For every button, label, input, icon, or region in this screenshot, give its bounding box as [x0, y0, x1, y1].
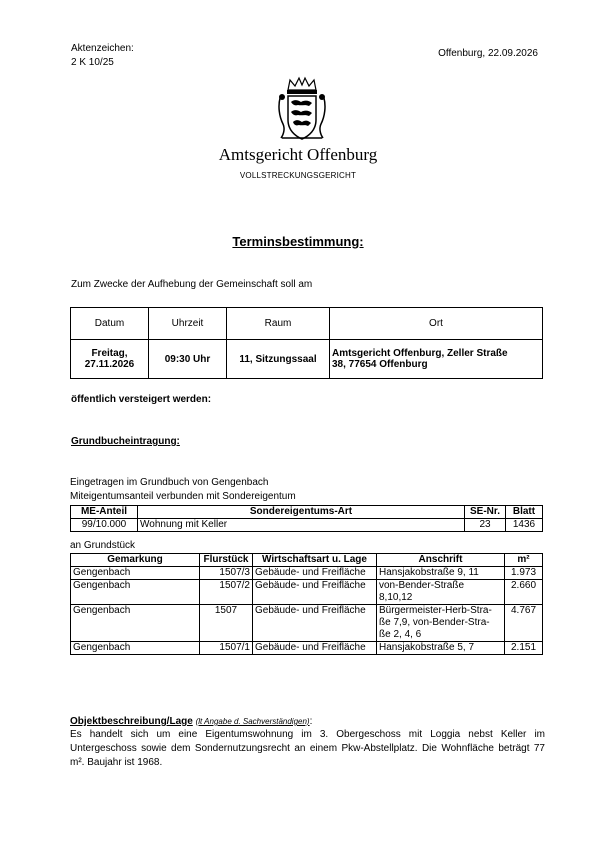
- table-row: [71, 519, 543, 532]
- area-cell: 2.151: [505, 642, 543, 655]
- anschrift-line: Bürgermeister-Herb-Stra-: [379, 605, 492, 616]
- flurstueck-cell: 1507/3: [200, 567, 253, 580]
- me-anteil-value: 99/10.000: [71, 519, 138, 532]
- parcel-table: [70, 553, 543, 655]
- flurstueck-cell: 1507/2: [200, 580, 253, 605]
- object-heading-colon: :: [309, 716, 313, 727]
- anschrift-cell: Hansjakobstraße 5, 7: [377, 642, 505, 655]
- co-ownership-header-row: [71, 506, 543, 519]
- location-line-2: 38, 77654 Offenburg: [332, 359, 428, 370]
- intro-text: Zum Zwecke der Aufhebung der Gemeinschaft soll am: [71, 279, 313, 290]
- gemarkung-cell: Gengenbach: [71, 605, 200, 642]
- header-anschrift: Anschrift: [377, 554, 505, 567]
- coat-of-arms-icon: [276, 76, 328, 142]
- wirtschaftsart-cell: Gebäude- und Freifläche: [253, 580, 377, 605]
- object-heading-label: Objektbeschreibung/Lage: [70, 716, 193, 727]
- table-row: [71, 642, 543, 655]
- land-register-line-2: Miteigentumsanteil verbunden mit Sondereigentum: [70, 491, 296, 502]
- anschrift-line: 8,10,12: [379, 592, 413, 603]
- court-department: VOLLSTRECKUNGSGERICHT: [239, 171, 357, 180]
- header-blatt: Blatt: [506, 506, 543, 519]
- flurstueck-cell: 1507/1: [200, 642, 253, 655]
- blatt-value: 1436: [506, 519, 543, 532]
- header-m2: m²: [505, 554, 543, 567]
- sondereigentums-art-value: Wohnung mit Keller: [138, 519, 465, 532]
- anschrift-cell: [377, 605, 505, 642]
- wirtschaftsart-cell: Gebäude- und Freifläche: [253, 605, 377, 642]
- appointment-weekday: Freitag,: [91, 348, 128, 359]
- court-name: Amtsgericht Offenburg: [218, 145, 378, 164]
- appointment-header-row: [71, 308, 543, 340]
- header-sondereigentums-art: Sondereigentums-Art: [138, 506, 465, 519]
- appointment-value-row: [71, 340, 543, 379]
- appointment-location: [330, 340, 543, 379]
- gemarkung-cell: Gengenbach: [71, 567, 200, 580]
- co-ownership-table: [70, 505, 543, 532]
- header-wirtschaftsart: Wirtschaftsart u. Lage: [253, 554, 377, 567]
- appointment-room: 11, Sitzungssaal: [227, 340, 330, 379]
- wirtschaftsart-cell: Gebäude- und Freifläche: [253, 642, 377, 655]
- parcel-header-row: [71, 554, 543, 567]
- header-gemarkung: Gemarkung: [71, 554, 200, 567]
- flurstueck-cell: 1507: [200, 605, 253, 642]
- table-row: [71, 580, 543, 605]
- table-row: [71, 567, 543, 580]
- header-uhrzeit: Uhrzeit: [149, 308, 227, 340]
- appointment-date-value: 27.11.2026: [84, 359, 135, 370]
- land-register-line-1: Eingetragen im Grundbuch von Gengenbach: [70, 477, 269, 488]
- location-line-1: Amtsgericht Offenburg, Zeller Straße: [332, 348, 508, 359]
- area-cell: 4.767: [505, 605, 543, 642]
- anschrift-line: ße 2, 4, 6: [379, 629, 422, 640]
- header-me-anteil: ME-Anteil: [71, 506, 138, 519]
- appointment-table: [70, 307, 543, 379]
- document-title: Terminsbestimmung:: [232, 234, 364, 249]
- land-register-heading: Grundbucheintragung:: [71, 436, 180, 447]
- case-number-block: [71, 42, 134, 70]
- anschrift-cell: [377, 580, 505, 605]
- object-heading-note: (lt Angabe d. Sachverständigen): [195, 717, 310, 726]
- area-cell: 1.973: [505, 567, 543, 580]
- gemarkung-cell: Gengenbach: [71, 642, 200, 655]
- case-number-value: 2 K 10/25: [71, 57, 114, 68]
- anschrift-line: ße 7,9, von-Bender-Stra-: [379, 617, 490, 628]
- header-raum: Raum: [227, 308, 330, 340]
- anschrift-line: von-Bender-Straße: [379, 580, 465, 591]
- object-description-text: Es handelt sich um eine Eigentumswohnung im 3. Obergeschoss mit Loggia nebst Keller im Untergeschoss sowie dem Sondernutzungsrecht an einem Pkw-Abstellplatz. Die Wohnfläche beträgt 77 m². Baujahr ist 1968.: [70, 729, 545, 768]
- area-cell: 2.660: [505, 580, 543, 605]
- table-row: [71, 605, 543, 642]
- gemarkung-cell: Gengenbach: [71, 580, 200, 605]
- header-flurstueck: Flurstück: [200, 554, 253, 567]
- appointment-date: [71, 340, 149, 379]
- an-grundstueck-label: an Grundstück: [70, 540, 136, 551]
- outro-text: öffentlich versteigert werden:: [71, 394, 212, 405]
- header-se-nr: SE-Nr.: [465, 506, 506, 519]
- place-date: Offenburg, 22.09.2026: [438, 48, 538, 59]
- header-datum: Datum: [71, 308, 149, 340]
- header-ort: Ort: [330, 308, 543, 340]
- object-description-heading: [70, 716, 312, 727]
- wirtschaftsart-cell: Gebäude- und Freifläche: [253, 567, 377, 580]
- case-number-label: Aktenzeichen:: [71, 43, 134, 54]
- appointment-time: 09:30 Uhr: [149, 340, 227, 379]
- se-nr-value: 23: [465, 519, 506, 532]
- anschrift-cell: Hansjakobstraße 9, 11: [377, 567, 505, 580]
